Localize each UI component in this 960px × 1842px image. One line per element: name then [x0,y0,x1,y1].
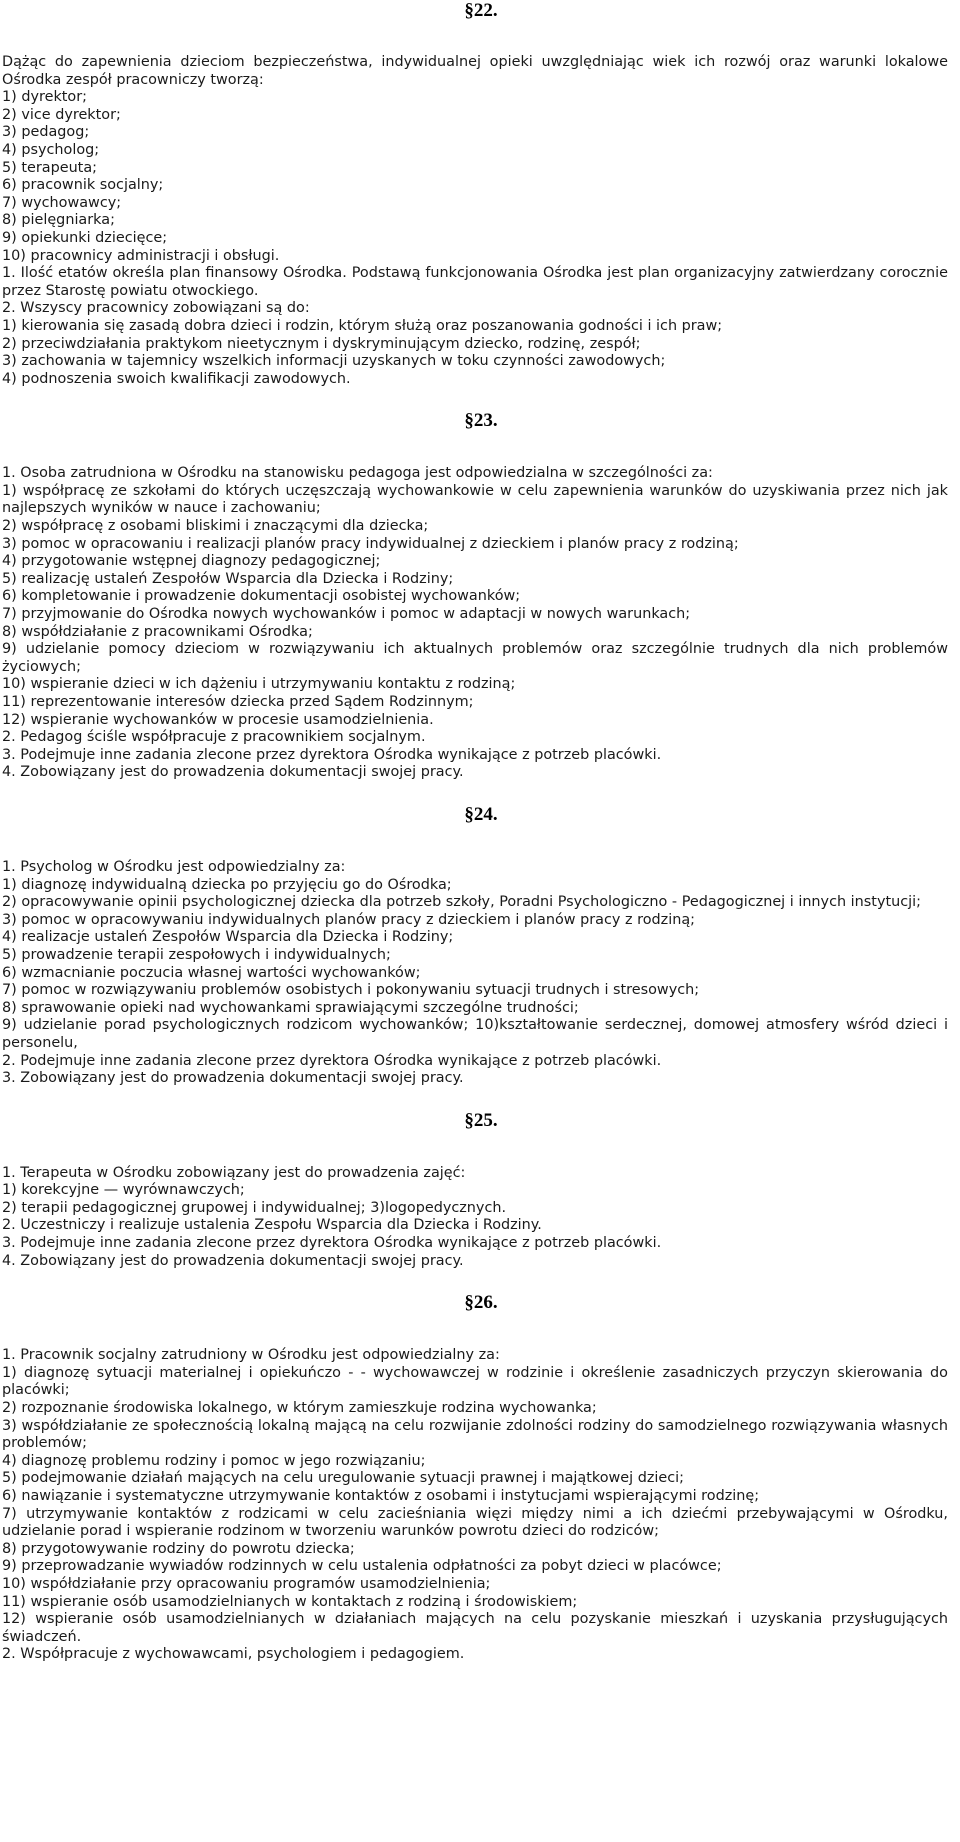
list-item: 2) vice dyrektor; [2,106,121,123]
list-item: 11) wspieranie osób usamodzielnianych w kontaktach z rodziną i środowiskiem; [2,1593,578,1610]
list-item: 3) pomoc w opracowaniu i realizacji planów pracy indywidualnej z dzieckiem i planów pracy z rodziną; [2,535,739,552]
list-item: 1. Osoba zatrudniona w Ośrodku na stanowisku pedagoga jest odpowiedzialna w szczególności za: [2,465,713,482]
list-item: 4. Zobowiązany jest do prowadzenia dokumentacji swojej pracy. [2,1252,464,1269]
list-item: 3) zachowania w tajemnicy wszelkich informacji uzyskanych w toku czynności zawodowych; [2,353,666,370]
paragraph: 9) udzielanie porad psychologicznych rodzicom wychowanków; 10)kształtowanie serdecznej, domowej atmosfery wśród dzieci i personelu, [2,1017,948,1051]
list-item: 5) realizację ustaleń Zespołów Wsparcia dla Dziecka i Rodziny; [2,570,454,587]
list-item: 8) przygotowywanie rodziny do powrotu dziecka; [2,1540,355,1557]
list-item: 1. Terapeuta w Ośrodku zobowiązany jest do prowadzenia zajęć: [2,1164,466,1181]
paragraph: 2) opracowywanie opinii psychologicznej dziecka dla potrzeb szkoły, Poradni Psychologiczno - Pedagogicznej i innych instytucji; [2,894,921,911]
list-item: 2. Wszyscy pracownicy zobowiązani są do: [2,300,310,317]
list-item: 2) rozpoznanie środowiska lokalnego, w którym zamieszkuje rodzina wychowanka; [2,1400,597,1417]
list-item: 9) opiekunki dziecięce; [2,229,168,246]
section-heading: §25. [464,1109,498,1131]
list-item: 1) dyrektor; [2,89,87,106]
list-item: 5) prowadzenie terapii zespołowych i indywidualnych; [2,946,391,963]
list-item: 3. Zobowiązany jest do prowadzenia dokumentacji swojej pracy. [2,1070,464,1087]
section-heading: §23. [464,410,498,432]
list-item: 8) pielęgniarka; [2,212,115,229]
list-item: 3) pedagog; [2,124,90,141]
list-item: 7) przyjmowanie do Ośrodka nowych wychowanków i pomoc w adaptacji w nowych warunkach; [2,606,691,623]
list-item: 2. Współpracuje z wychowawcami, psychologiem i pedagogiem. [2,1646,465,1663]
list-item: 8) sprawowanie opieki nad wychowankami sprawiającymi szczególne trudności; [2,999,579,1016]
list-item: 2. Podejmuje inne zadania zlecone przez dyrektora Ośrodka wynikające z potrzeb placówki. [2,1052,662,1069]
paragraph: 3) współdziałanie ze społecznością lokalną mającą na celu rozwijanie zdolności rodziny do samodzielnego rozwiązywania własnych problemów; [2,1417,948,1452]
paragraph: 12) wspieranie osób usamodzielnianych w działaniach mających na celu pozyskanie mieszkań i uzyskania przysługujących świadczeń. [2,1611,948,1645]
list-item: 9) przeprowadzanie wywiadów rodzinnych w celu ustalenia odpłatności za pobyt dzieci w placówce; [2,1558,722,1575]
list-item: 7) wychowawcy; [2,194,122,211]
section-23 [2,410,948,782]
list-item: 10) współdziałanie przy opracowaniu programów usamodzielnienia; [2,1575,491,1592]
list-item: 4) realizacje ustaleń Zespołów Wsparcia dla Dziecka i Rodziny; [2,929,454,946]
section-heading: §22. [464,0,498,21]
list-item: 2) przeciwdziałania praktykom nieetycznym i dyskryminującym dziecko, rodzinę, zespół; [2,335,641,352]
section-26 [2,1292,948,1664]
list-item: 12) wspieranie wychowanków w procesie usamodzielnienia. [2,711,434,728]
paragraph: 1. Ilość etatów określa plan finansowy Ośrodka. Podstawą funkcjonowania Ośrodka jest plan organizacyjny zatwierdzany corocznie przez Starostę powiatu otwockiego. [2,265,948,299]
list-item: 1) diagnozę indywidualną dziecka po przyjęciu go do Ośrodka; [2,876,452,893]
list-item: 6) wzmacnianie poczucia własnej wartości wychowanków; [2,964,421,981]
paragraph: 1) diagnozę sytuacji materialnej i opiekuńczo - - wychowawczej w rodzinie i określenie zasadniczych przyczyn skierowania do placówki; [2,1364,948,1399]
section-25 [2,1110,948,1271]
list-item: 2) współpracę z osobami bliskimi i znaczącymi dla dziecka; [2,518,429,535]
list-item: 5) terapeuta; [2,159,97,176]
list-item: 4) psycholog; [2,141,100,158]
list-item: 2. Uczestniczy i realizuje ustalenia Zespołu Wsparcia dla Dziecka i Rodziny. [2,1217,542,1234]
list-item: 3. Podejmuje inne zadania zlecone przez dyrektora Ośrodka wynikające z potrzeb placówki. [2,1235,662,1252]
paragraph: Dążąc do zapewnienia dzieciom bezpieczeństwa, indywidualnej opieki uwzględniając wiek ich rozwój oraz warunki lokalowe Ośrodka zespół pracowniczy tworzą: [2,54,948,88]
list-item: 6) pracownik socjalny; [2,177,164,194]
paragraph: 7) utrzymywanie kontaktów z rodzicami w celu zacieśniania więzi między nimi a ich dziećmi przebywającymi w Ośrodku, udzielanie porad i wspieranie rodzinom w tworzeniu warunków powrotu dzieci do rodziców; [2,1505,948,1540]
list-item: 10) pracownicy administracji i obsługi. [2,247,280,264]
list-item: 3) pomoc w opracowywaniu indywidualnych planów pracy z dzieckiem i planów pracy z rodziną; [2,911,695,928]
list-item: 7) pomoc w rozwiązywaniu problemów osobistych i pokonywaniu sytuacji trudnych i stresowych; [2,982,700,999]
list-item: 6) nawiązanie i systematyczne utrzymywanie kontaktów z osobami i instytucjami wspierającymi rodzinę; [2,1488,760,1504]
paragraph: 1) współpracę ze szkołami do których uczęszczają wychowankowie w celu zapewnienia warunków do uzyskiwania przez nich jak najlepszych wyników w nauce i zachowaniu; [2,482,948,517]
list-item: 1. Pracownik socjalny zatrudniony w Ośrodku jest odpowiedzialny za: [2,1347,500,1364]
section-22 [2,0,948,388]
section-24 [2,804,948,1088]
list-item: 6) kompletowanie i prowadzenie dokumentacji osobistej wychowanków; [2,588,521,605]
paragraph: 9) udzielanie pomocy dzieciom w rozwiązywaniu ich aktualnych problemów oraz szczególnie trudnych dla nich problemów życiowych; [2,641,948,675]
list-item: 4) diagnozę problemu rodziny i pomoc w jego rozwiązaniu; [2,1452,426,1469]
list-item: 5) podejmowanie działań mających na celu uregulowanie sytuacji prawnej i majątkowej dzieci; [2,1470,685,1487]
list-item: 2) terapii pedagogicznej grupowej i indywidualnej; 3)logopedycznych. [2,1199,507,1216]
list-item: 4) przygotowanie wstępnej diagnozy pedagogicznej; [2,553,381,570]
list-item: 10) wspieranie dzieci w ich dążeniu i utrzymywaniu kontaktu z rodziną; [2,676,516,693]
list-item: 4. Zobowiązany jest do prowadzenia dokumentacji swojej pracy. [2,764,464,781]
list-item: 11) reprezentowanie interesów dziecka przed Sądem Rodzinnym; [2,694,474,710]
list-item: 1) korekcyjne — wyrównawczych; [2,1182,245,1199]
list-item: 1. Psycholog w Ośrodku jest odpowiedzialny za: [2,858,346,875]
section-heading: §24. [464,803,498,825]
list-item: 8) współdziałanie z pracownikami Ośrodka; [2,623,313,640]
list-item: 1) kierowania się zasadą dobra dzieci i rodzin, którym służą oraz poszanowania godności i ich praw; [2,317,723,334]
list-item: 3. Podejmuje inne zadania zlecone przez dyrektora Ośrodka wynikające z potrzeb placówki. [2,746,662,763]
section-heading: §26. [464,1292,498,1314]
list-item: 4) podnoszenia swoich kwalifikacji zawodowych. [2,370,351,387]
list-item: 2. Pedagog ściśle współpracuje z pracownikiem socjalnym. [2,729,426,746]
